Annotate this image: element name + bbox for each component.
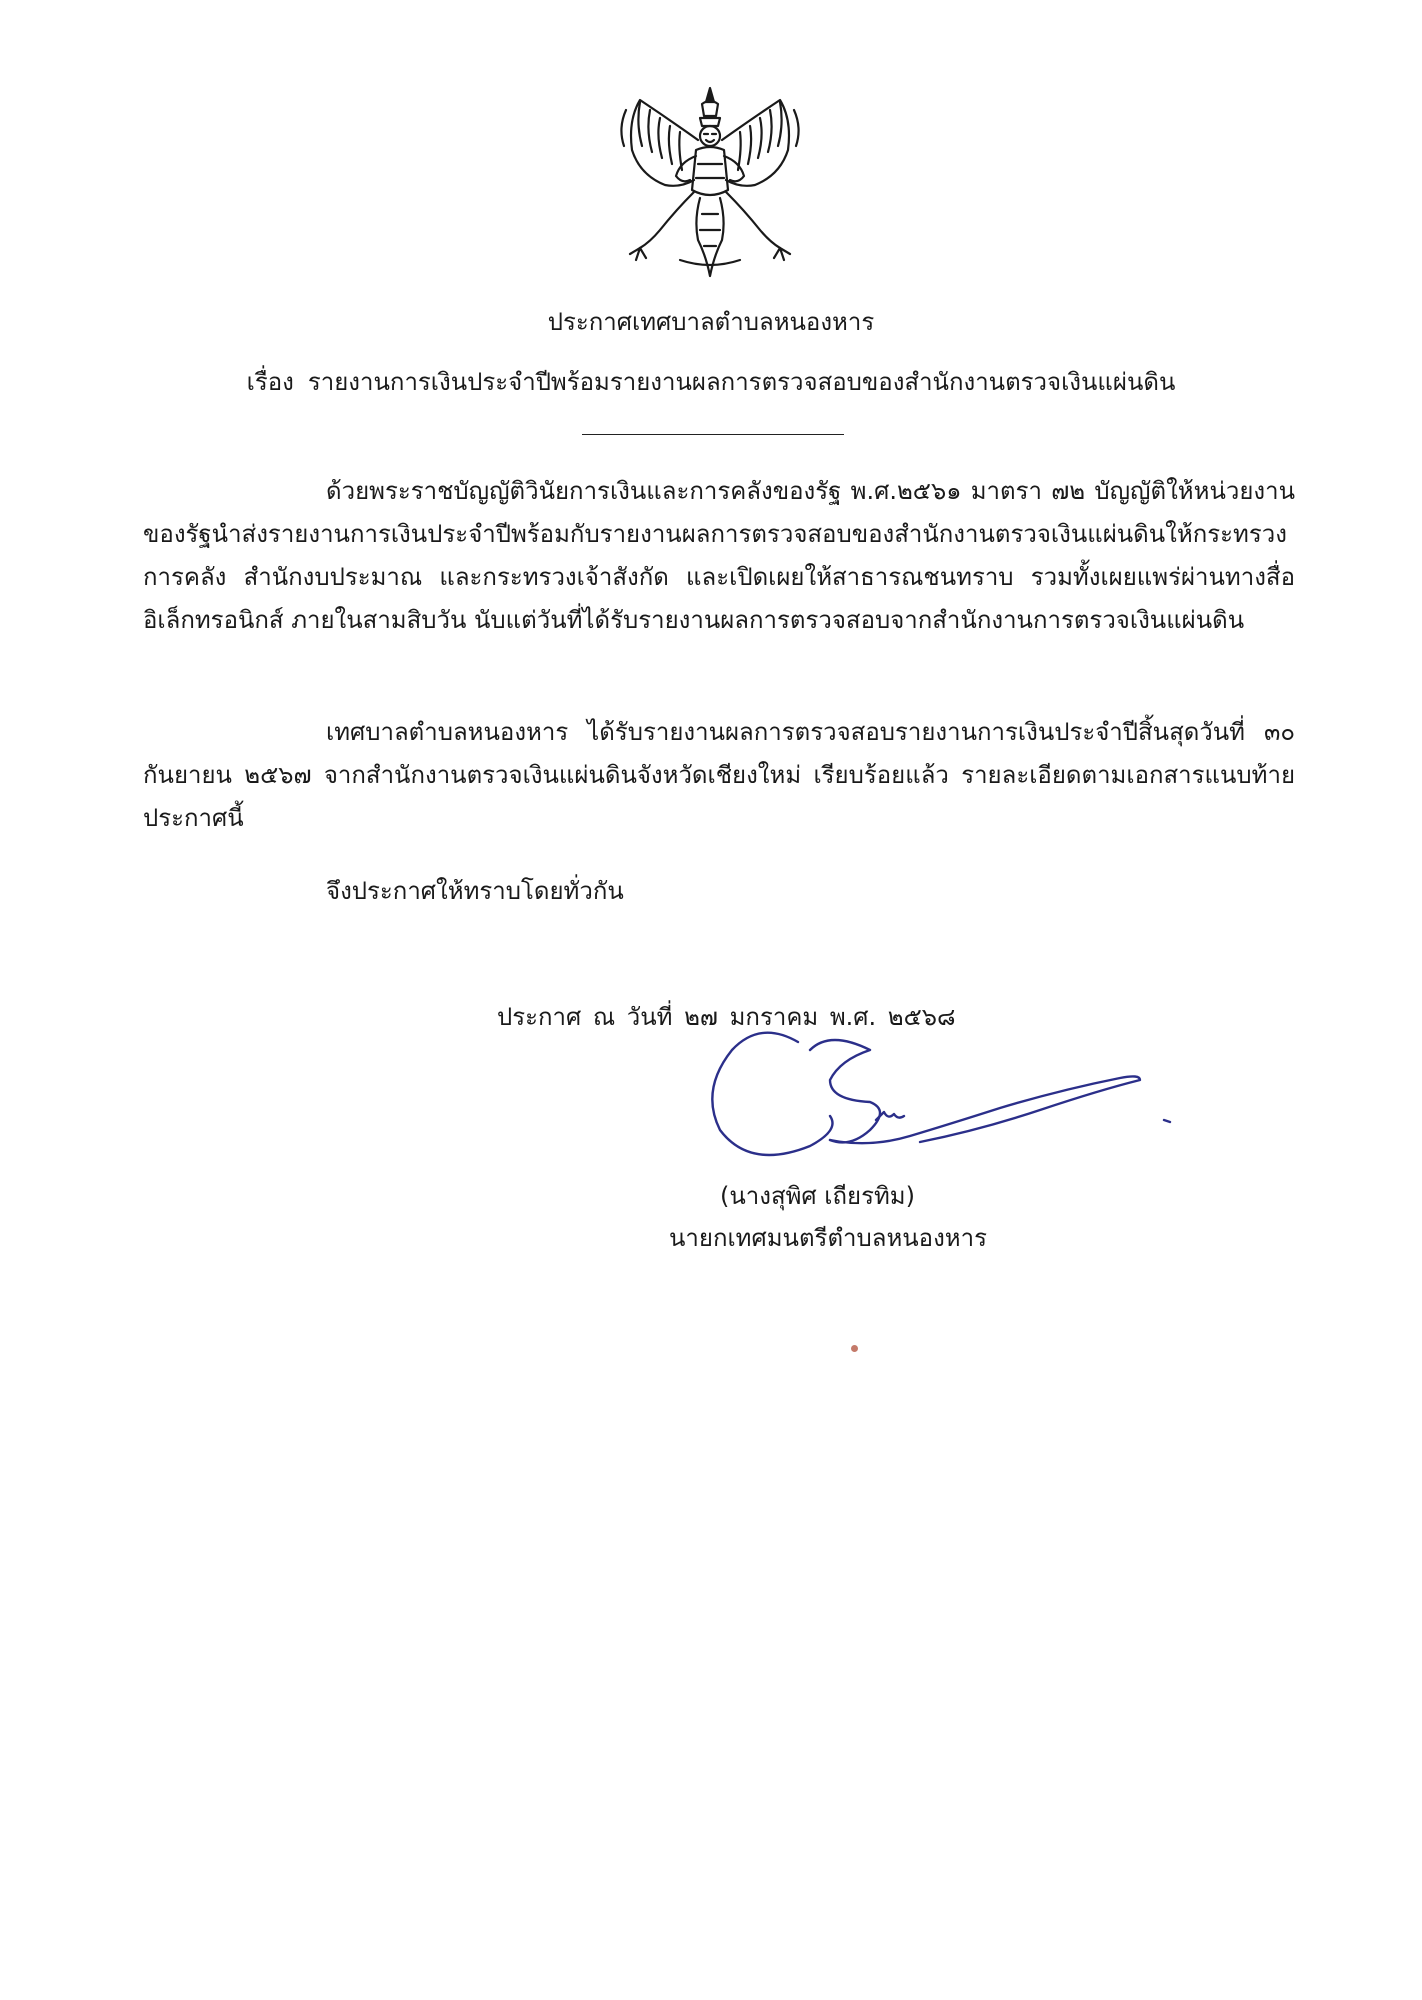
signer-name: (นางสุพิศ เถียรทิม) bbox=[720, 1182, 915, 1210]
body-paragraph-1: ด้วยพระราชบัญญัติวินัยการเงินและการคลังของรัฐ พ.ศ.๒๕๖๑ มาตรา ๗๒ บัญญัติให้หน่วยงานของรัฐนำส่งรายงานการเงินประจำปีพร้อมกับรายงานผลการตรวจสอบของสำนักงานตรวจเงินแผ่นดินให้กระทรวงการคลัง สำนักงบประมาณ และกระทรวงเจ้าสังกัด และเปิดเผยให้สาธารณชนทราบ รวมทั้งเผยแพร่ผ่านทางสื่ออิเล็กทรอนิกส์ ภายในสามสิบวัน นับแต่วันที่ได้รับรายงานผลการตรวจสอบจากสำนักงานการตรวจเงินแผ่นดิน bbox=[143, 477, 1295, 634]
body-paragraph-3: จึงประกาศให้ทราบโดยทั่วกัน bbox=[326, 877, 624, 905]
title-divider bbox=[582, 434, 844, 435]
announcement-subject bbox=[0, 366, 1422, 398]
subject-label: เรื่อง bbox=[246, 368, 294, 396]
body-paragraph-2: เทศบาลตำบลหนองหาร ได้รับรายงานผลการตรวจสอบรายงานการเงินประจำปีสิ้นสุดวันที่ ๓๐ กันยายน ๒๕๖๗ จากสำนักงานตรวจเงินแผ่นดินจังหวัดเชียงใหม่ เรียบร้อยแล้ว รายละเอียดตามเอกสารแนบท้ายประกาศนี้ bbox=[143, 718, 1295, 832]
garuda-emblem-icon bbox=[610, 80, 810, 290]
handwritten-signature-icon bbox=[680, 1020, 1180, 1170]
ink-speck bbox=[851, 1345, 858, 1352]
announcement-title: ประกาศเทศบาลตำบลหนองหาร bbox=[547, 308, 875, 336]
announcement-date: ประกาศ ณ วันที่ ๒๗ มกราคม พ.ศ. ๒๕๖๘ bbox=[497, 1003, 956, 1031]
subject-text: รายงานการเงินประจำปีพร้อมรายงานผลการตรวจสอบของสำนักงานตรวจเงินแผ่นดิน bbox=[307, 368, 1176, 396]
signer-position: นายกเทศมนตรีตำบลหนองหาร bbox=[669, 1224, 987, 1252]
